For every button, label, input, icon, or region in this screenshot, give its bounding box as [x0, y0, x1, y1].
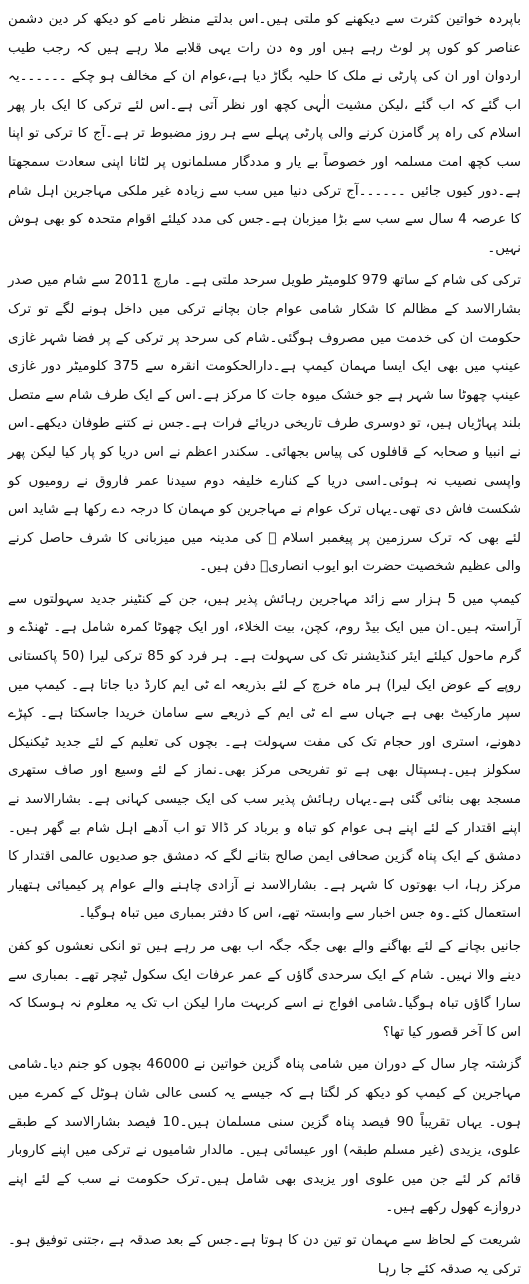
article-paragraph-6: شریعت کے لحاظ سے مہمان تو تین دن کا ہوتا ہے۔جس کے بعد صدقہ ہے ،جتنی توفیق ہو۔ترکی یہ صدقہ کئے جا رہا [8, 1232, 521, 1277]
article-paragraph-2: ترکی کی شام کے ساتھ 979 کلومیٹر طویل سرحد ملتی ہے۔ مارچ 2011 سے شام میں صدر بشارالاسد کے مظالم کا شکار شامی عوام جان بچانے ترکی میں داخل ہونے لگے تو ترک حکومت ان کی خدمت میں مصروف ہوگئی۔شام کی سرحد پر ترکی کے پر فضا شہر غازی عینپ میں بھی ایک ایسا مہمان کیمپ ہے۔دارالحکومت انقرہ سے 375 کلومیٹر دور غازی عینپ چھوٹا سا شہر ہے جو خشک میوہ جات کا مرکز ہے۔اس کے ایک طرف شام سے متصل بلند پہاڑیاں ہیں، تو دوسری طرف تاریخی دریائے فرات ہے۔جس نے کتنے طوفان دیکھے۔اس نے انبیا و صحابہ کے قافلوں کی پیاس بجھائی۔ سکندر اعظم نے اس دریا کو پار کیا لیکن پھر واپسی نصیب نہ ہوئی۔اسی دریا کے کنارے خلیفہ دوم سیدنا عمر فاروق نے رومیوں کو شکست فاش دی تھی۔یہاں ترک عوام نے مہاجرین کو مہمان کا درجہ دے رکھا ہے شاید اس لئے بھی کہ ترک سرزمین پر پیغمبر اسلام ﷺ کی مدینہ میں میزبانی کا شرف حاصل کرنے والی عظیم شخصیت حضرت ابو ایوب انصاریؓ دفن ہیں۔ [8, 273, 521, 575]
article-paragraph-5: گزشتہ چار سال کے دوران میں شامی پناہ گزین خواتین نے 46000 بچوں کو جنم دیا۔شامی مہاجرین کے کیمپ کو دیکھ کر لگتا ہے کہ جیسے یہ کسی عالی شان ہوٹل کے کمرے میں ہوں۔ یہاں تقریباً 90 فیصد پناہ گزین سنی مسلمان ہیں۔10 فیصد بشارالاسد کے طبقے علوی، یزیدی (غیر مسلم طبقہ) اور عیسائی ہیں۔ مالدار شامیوں نے ترکی میں اپنے کاروبار قائم کر لئے جن میں علوی اور یزیدی بھی شامل ہیں۔ترک حکومت نے سب کے لئے اپنے دروازے کھول رکھے ہیں۔ [8, 1057, 521, 1216]
article-paragraph-4: جانیں بچانے کے لئے بھاگنے والے بھی جگہ جگہ اب بھی مر رہے ہیں تو انکی نعشوں کو کفن دینے والا نہیں۔ شام کے ایک سرحدی گاؤں کے عمر عرفات ایک سکول ٹیچر تھے۔ بمباری سے سارا گاؤں تباہ ہوگیا۔شامی افواج نے اسے کربہت مارا لیکن اب تک یہ معلوم نہ ہوسکا کہ اس کا آخر قصور کیا تھا؟ [8, 939, 521, 1040]
article-paragraph-3: کیمپ میں 5 ہزار سے زائد مہاجرین رہائش پذیر ہیں، جن کے کنٹینر جدید سہولتوں سے آراستہ ہیں۔ان میں ایک بیڈ روم، کچن، بیت الخلاء، اور ایک چھوٹا کمرہ شامل ہے۔ ٹھنڈے و گرم ماحول کیلئے ایئر کنڈیشنر تک کی سہولت ہے۔ ہر فرد کو 85 ترکی لیرا (50 پاکستانی روپے کے عوض ایک لیرا) ہر ماہ خرچ کے لئے بذریعہ اے ٹی ایم کارڈ دیا جاتا ہے۔ کیمپ میں سپر مارکیٹ بھی ہے جہاں سے اے ٹی ایم کے ذریعے سے سامان خریدا جاسکتا ہے۔ کپڑے دھونے، استری اور حجام تک کی مفت سہولت ہے۔ بچوں کی تعلیم کے لئے جدید ٹیکنیکل سکولز ہیں۔ہسپتال بھی ہے تو تفریحی مرکز بھی۔نماز کے لئے وسیع اور صاف ستھری مسجد بھی بنائی گئی ہے۔یہاں رہائش پذیر سب کی ایک جیسی کہانی ہے۔ بشارالاسد نے اپنے اقتدار کے لئے اپنے ہی عوام کو تباہ و برباد کر ڈالا تو اب آدھے اہل شام بے گھر ہیں۔ دمشق کے ایک پناہ گزین صحافی ایمن صالح بتانے لگے کہ دمشق جو صدیوں عالمی اقتدار کا مرکز رہا، اب بھوتوں کا شہر ہے۔ بشارالاسد نے آزادی چاہنے والے عوام پر کیمیائی ہتھیار استعمال کئے۔وہ جس اخبار سے وابستہ تھے، اس کا دفتر بمباری میں تباہ ہوگیا۔ [8, 591, 521, 922]
article-paragraph-1: باپردہ خواتین کثرت سے دیکھنے کو ملتی ہیں۔اس بدلتے منظر نامے کو دیکھ کر دین دشمن عناصر کو کوں پر لوٹ رہے ہیں اور وہ دن رات یہی قلابے ملا رہے ہیں کہ رجب طیب اردوان اور ان کی پارٹی نے ملک کا حلیہ بگاڑ دیا ہے،عوام ان کے مخالف ہو چکے ۔۔۔۔۔۔یہ اب گئے کہ اب گئے ،لیکن مشیت الٰہی کچھ اور نظر آتی ہے۔اس لئے ترکی کا ایک بار پھر اسلام کی راہ پر گامزن کرنے والی پارٹی پہلے سے ہر روز مضبوط تر ہے۔آج کا ترکی تو اپنا سب کچھ امت مسلمہ اور خصوصاً بے یار و مددگار مسلمانوں پر لٹانا اپنی سعادت سمجھتا ہے۔دور کیوں جائیں ۔۔۔۔۔۔آج ترکی دنیا میں سب سے زیادہ غیر ملکی مہاجرین اہل شام کا عرصہ 4 سال سے سب سے بڑا میزبان ہے۔جس کی مدد کیلئے اقوام متحدہ کو بھی ہوش نہیں۔ [8, 12, 521, 256]
